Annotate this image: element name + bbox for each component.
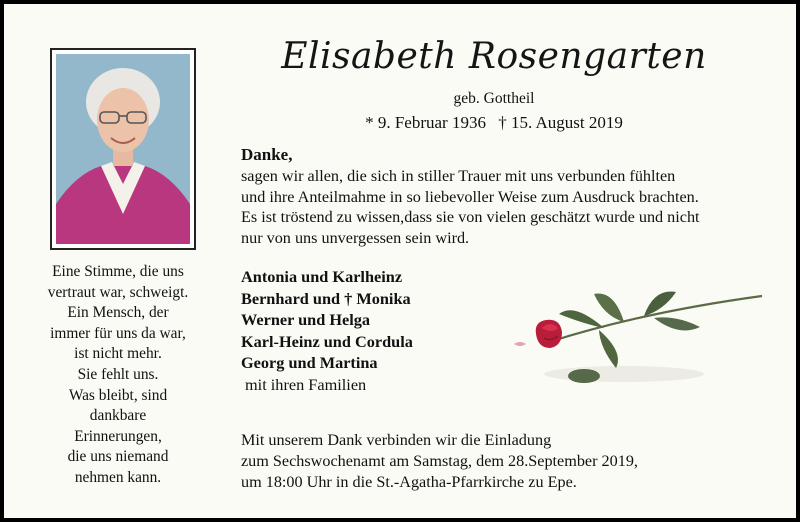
thanks-line: sagen wir allen, die sich in stiller Trauer mit uns verbunden fühlten [241,167,676,185]
verse-line: die uns niemand [67,448,169,466]
thanks-heading: Danke, [241,145,293,164]
verse-line: immer für uns da war, [50,324,186,342]
invitation-line: um 18:00 Uhr in die St.-Agatha-Pfarrkirche zu Epe. [241,472,577,491]
life-dates [304,113,684,133]
portrait-icon [56,54,190,244]
verse-line: Ein Mensch, der [67,304,169,322]
rose-illustration [504,282,774,392]
portrait-photo [56,54,190,244]
verse-line: Was bleibt, sind [68,386,168,404]
family-list [241,266,413,395]
invitation-line: zum Sechswochenamt am Samstag, dem 28.September 2019, [241,451,638,470]
verse-line: dankbare [89,407,147,425]
family-member: Bernhard und † Monika [241,288,411,308]
thanks-line: Es ist tröstend zu wissen,dass sie von vielen geschätzt wurde und nicht [241,208,700,226]
verse-line: vertraut war, schweigt. [47,283,189,301]
family-member: Georg und Martina [241,353,378,372]
rose-icon [504,282,774,392]
verse-line: Sie fehlt uns. [77,365,159,383]
thanks-line: nur von uns unvergessen sein wird. [241,228,470,247]
birth-name: geb. Gottheil [453,90,535,107]
family-member: Werner und Helga [241,310,371,329]
invitation-line: Mit unserem Dank verbinden wir die Einladung [241,431,552,449]
deceased-name: Elisabeth Rosengarten [281,36,707,77]
family-member: Karl-Heinz und Cordula [241,331,413,351]
verse-line: ist nicht mehr. [74,345,162,363]
family-member: Antonia und Karlheinz [241,267,403,286]
verse-line: Erinnerungen, [74,427,162,445]
obituary-card [4,4,796,518]
invitation-text [241,430,638,492]
thanks-line: und ihre Anteilmahme in so liebevoller Weise zum Ausdruck brachten. [241,187,699,206]
portrait-frame [50,48,196,250]
thanks-text [241,166,786,248]
family-suffix: mit ihren Familien [245,374,367,394]
memorial-verse [24,262,212,489]
verse-line: Eine Stimme, die uns [52,263,184,280]
birth-date: * 9. Februar 1936 [365,113,486,132]
verse-line: nehmen kann. [74,468,162,486]
death-date: † 15. August 2019 [498,113,623,132]
